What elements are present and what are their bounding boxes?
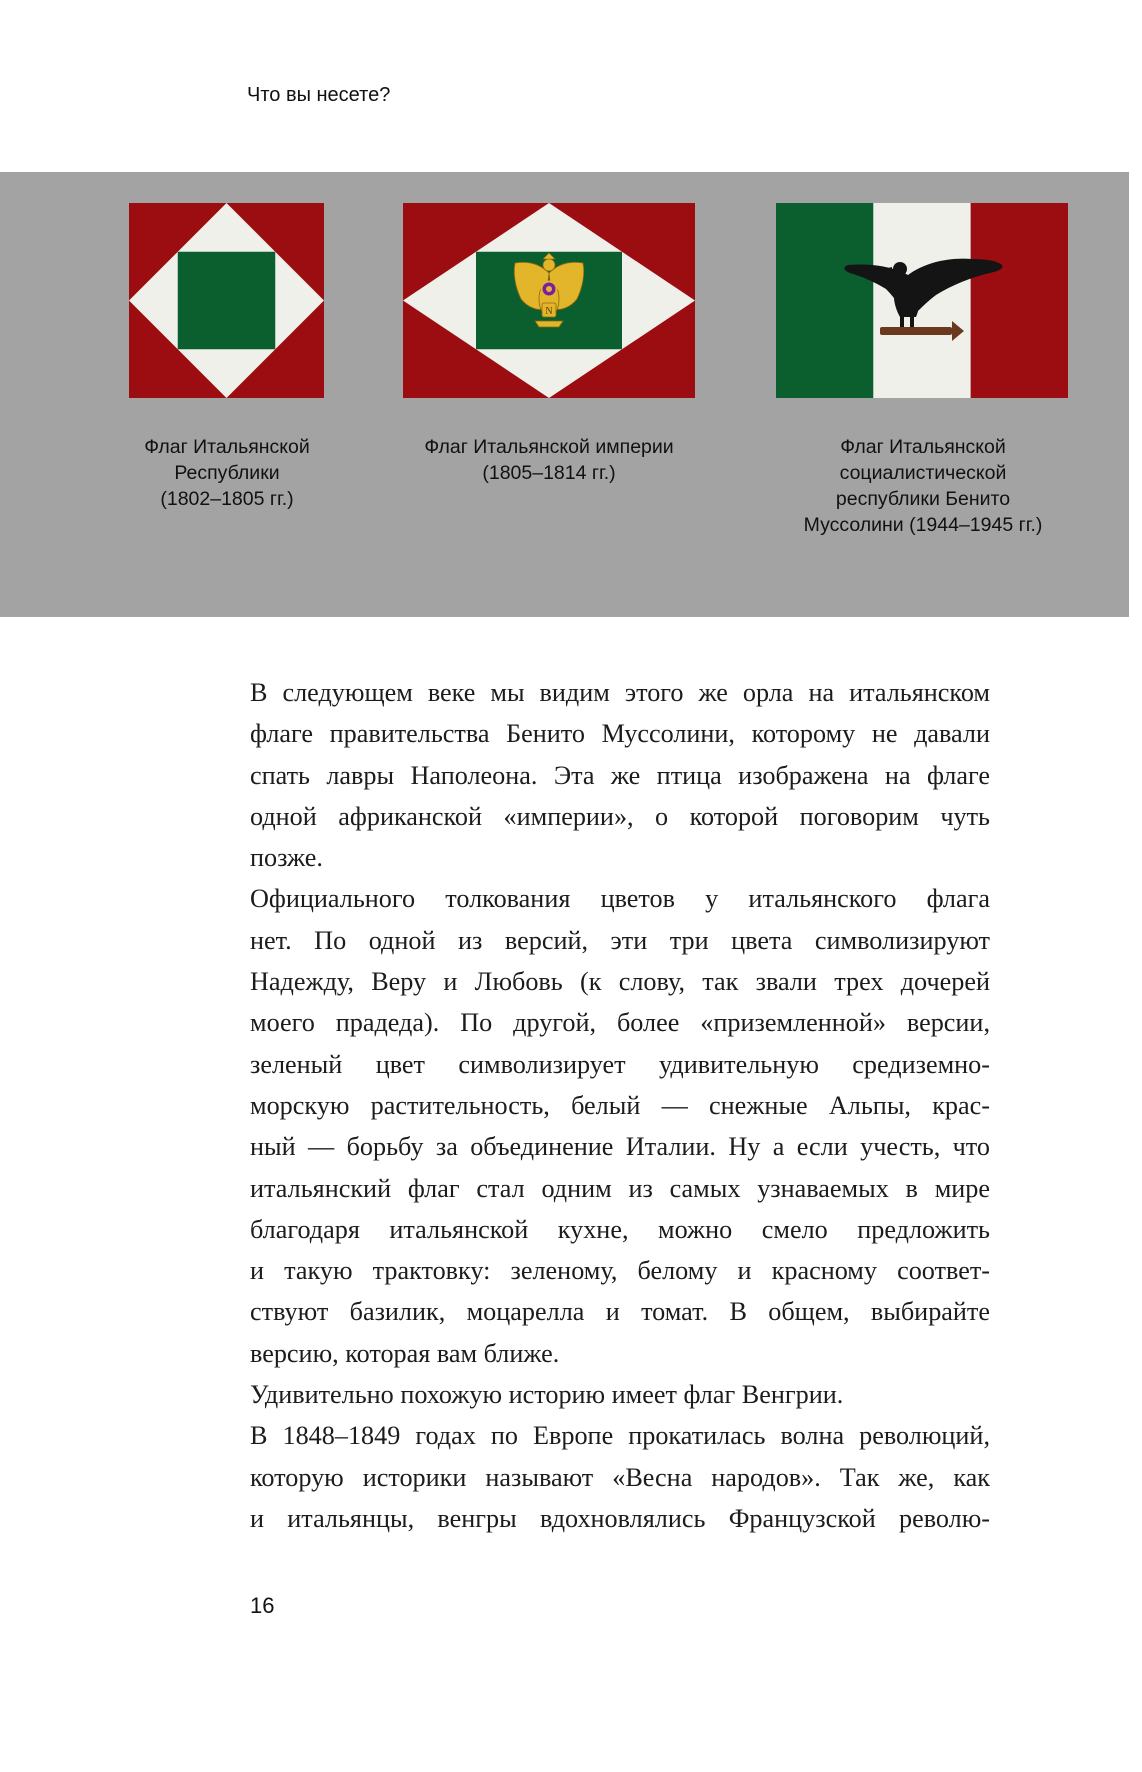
paragraph bbox=[210, 878, 990, 1374]
flag-caption-italian-republic bbox=[111, 434, 343, 512]
caption-line: Муссолини (1944–1945 гг.) bbox=[803, 514, 1043, 536]
text-line: спать лавры Наполеона. Эта же птица изображена на флаге bbox=[250, 760, 990, 790]
paragraph bbox=[210, 672, 990, 878]
text-line: и итальянцы, венгры вдохновлялись Французской револю- bbox=[250, 1503, 990, 1533]
text-line: морскую растительность, белый — снежные Альпы, крас- bbox=[250, 1090, 990, 1120]
text-line: итальянский флаг стал одним из самых узнаваемых в мире bbox=[250, 1173, 990, 1203]
paragraph bbox=[210, 1415, 990, 1539]
flag-green-stripe bbox=[776, 203, 873, 398]
caption-line: (1805–1814 гг.) bbox=[482, 462, 616, 484]
caption-line: Флаг Итальянской bbox=[840, 436, 1006, 458]
text-line: позже. bbox=[250, 843, 323, 873]
caption-line: республики Бенито bbox=[835, 488, 1011, 510]
body-text bbox=[210, 672, 990, 1539]
flag-italian-empire bbox=[403, 203, 695, 398]
text-line: Официального толкования цветов у итальянского флага bbox=[250, 884, 990, 914]
flag-italian-social-republic bbox=[776, 203, 1068, 398]
text-line: В 1848–1849 годах по Европе прокатилась волна революций, bbox=[250, 1421, 990, 1451]
flag-caption-italian-social-republic bbox=[772, 434, 1074, 538]
svg-text:N: N bbox=[545, 306, 553, 317]
running-head: Что вы несете? bbox=[247, 84, 391, 106]
paragraph bbox=[210, 1374, 990, 1415]
text-line: нет. По одной из версий, эти три цвета символизируют bbox=[250, 925, 990, 955]
text-line: В следующем веке мы видим этого же орла на итальянском bbox=[250, 678, 990, 707]
caption-line: Флаг Итальянской bbox=[144, 436, 310, 458]
text-line: Удивительно похожую историю имеет флаг Венгрии. bbox=[250, 1380, 844, 1410]
caption-line: социалистической bbox=[839, 462, 1007, 484]
page-number: 16 bbox=[250, 1593, 275, 1618]
text-line: и такую трактовку: зеленому, белому и красному соответ- bbox=[250, 1256, 990, 1286]
text-line: зеленый цвет символизирует удивительную средиземно- bbox=[250, 1049, 990, 1079]
flag-red-stripe bbox=[971, 203, 1068, 398]
caption-line: Республики bbox=[174, 462, 280, 484]
text-line: благодаря итальянской кухне, можно смело предложить bbox=[250, 1214, 990, 1244]
text-line: ный — борьбу за объединение Италии. Ну а если учесть, что bbox=[250, 1132, 990, 1162]
caption-line: (1802–1805 гг.) bbox=[160, 488, 294, 510]
text-line: ствуют базилик, моцарелла и томат. В общем, выбирайте bbox=[250, 1297, 990, 1327]
flag-caption-italian-empire bbox=[398, 434, 700, 486]
flag-italian-republic bbox=[129, 203, 324, 398]
text-line: Надежду, Веру и Любовь (к слову, так звали трех дочерей bbox=[250, 967, 990, 997]
text-line: одной африканской «империи», о которой поговорим чуть bbox=[250, 801, 990, 831]
text-line: версию, которая вам ближе. bbox=[250, 1338, 560, 1368]
caption-line: Флаг Итальянской империи bbox=[424, 436, 674, 458]
text-line: флаге правительства Бенито Муссолини, которому не давали bbox=[250, 719, 990, 749]
text-line: которую историки называют «Весна народов». Так же, как bbox=[250, 1462, 990, 1492]
text-line: моего прадеда). По другой, более «приземленной» версии, bbox=[250, 1008, 990, 1038]
flag-green-square bbox=[178, 252, 276, 350]
